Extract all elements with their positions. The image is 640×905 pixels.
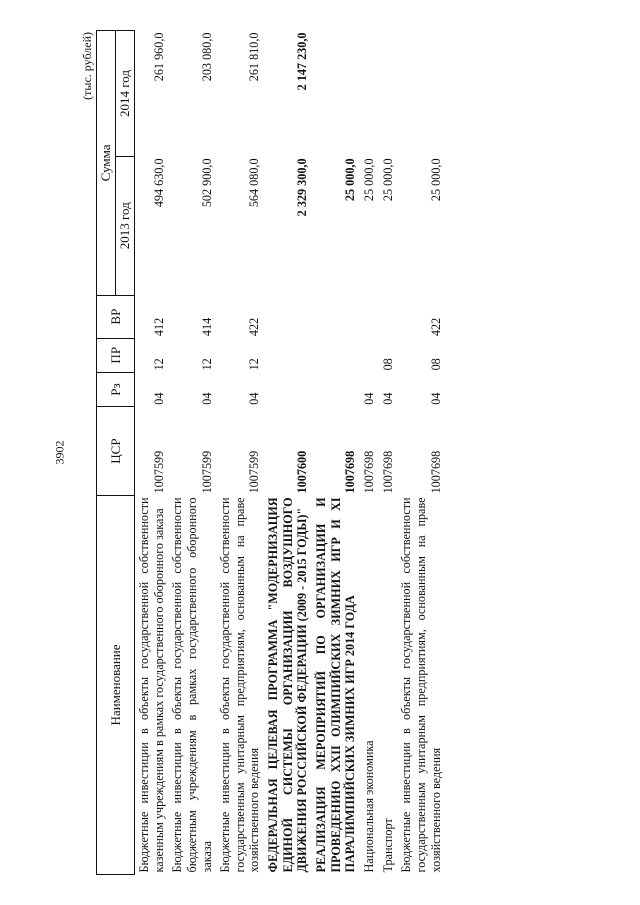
row-amount-2014 — [379, 31, 398, 157]
row-amount-2014: 261 960,0 — [151, 32, 166, 82]
row-vr: 414 — [199, 317, 214, 337]
row-pr — [312, 338, 360, 372]
row-csr: 1007698 — [361, 450, 376, 494]
row-vr: 412 — [151, 317, 166, 337]
header-csr: ЦСР — [97, 407, 135, 496]
row-csr: 1007698 — [380, 450, 395, 494]
budget-sheet — [80, 30, 640, 875]
row-pr: 12 — [247, 358, 262, 371]
row-amount-2013: 502 900,0 — [199, 158, 214, 208]
row-amount-2013: 2 329 300,0 — [295, 158, 310, 217]
header-name: Наименование — [97, 495, 135, 874]
row-csr: 1007698 — [428, 450, 443, 494]
page-number: 3902 — [52, 440, 67, 465]
row-pr: 08 — [380, 358, 395, 371]
row-vr — [360, 295, 379, 338]
row-rz — [312, 372, 360, 406]
row-name: Транспорт — [380, 818, 395, 873]
row-vr — [312, 295, 360, 338]
row-csr: 1007599 — [199, 450, 214, 494]
row-amount-2013: 564 080,0 — [247, 158, 262, 208]
row-vr — [379, 295, 398, 338]
table-row — [135, 31, 169, 875]
row-rz: 04 — [247, 392, 262, 405]
row-rz: 04 — [380, 392, 395, 405]
row-csr: 1007599 — [247, 450, 262, 494]
row-name: Национальная экономика — [361, 740, 376, 873]
table-row — [168, 31, 216, 875]
row-amount-2014: 2 147 230,0 — [295, 32, 310, 91]
row-rz: 04 — [428, 392, 443, 405]
row-amount-2013: 25 000,0 — [380, 158, 395, 202]
row-pr: 12 — [199, 358, 214, 371]
row-name: Бюджетные инвестиции в объекты государственной собственности государственным унитарным предприятиям, основанным на праве хозяйственного ведения — [218, 497, 262, 873]
row-vr: 422 — [247, 317, 262, 337]
row-pr — [360, 338, 379, 372]
header-pr: ПР — [97, 338, 135, 372]
row-vr: 422 — [428, 317, 443, 337]
budget-table — [96, 30, 445, 875]
header-year-2013: 2013 год — [116, 156, 135, 295]
row-rz: 04 — [361, 392, 376, 405]
row-csr: 1007599 — [151, 450, 166, 494]
row-name: Бюджетные инвестиции в объекты государственной собственности государственным унитарным предприятиям, основанным на праве хозяйственного ведения — [399, 497, 443, 873]
row-amount-2013: 25 000,0 — [361, 158, 376, 202]
row-name: ФЕДЕРАЛЬНАЯ ЦЕЛЕВАЯ ПРОГРАММА "МОДЕРНИЗАЦИЯ ЕДИНОЙ СИСТЕМЫ ОРГАНИЗАЦИИ ВОЗДУШНОГО ДВИЖЕНИЯ РОССИЙСКОЙ ФЕДЕРАЦИИ (2009 - 2015 ГОДЫ)" — [266, 497, 310, 873]
row-pr — [264, 338, 312, 372]
row-amount-2013: 25 000,0 — [343, 158, 358, 202]
row-csr: 1007600 — [295, 450, 310, 494]
row-rz: 04 — [199, 392, 214, 405]
table-row — [216, 31, 264, 875]
row-amount-2013: 25 000,0 — [428, 158, 443, 202]
unit-note: (тыс. рублей) — [80, 32, 94, 100]
row-name: Бюджетные инвестиции в объекты государственной собственности бюджетным учреждениям в рамках государственного оборонного заказа — [170, 497, 214, 873]
table-row — [397, 31, 445, 875]
table-body — [135, 31, 446, 875]
header-sum: Сумма — [97, 31, 116, 296]
row-amount-2014 — [397, 31, 445, 157]
table-row — [264, 31, 312, 875]
table-row — [360, 31, 379, 875]
header-rz: Рз — [97, 372, 135, 406]
row-amount-2014: 261 810,0 — [247, 32, 262, 82]
row-vr — [264, 295, 312, 338]
header-year-2014: 2014 год — [116, 31, 135, 157]
row-amount-2014: 203 080,0 — [199, 32, 214, 82]
row-rz: 04 — [151, 392, 166, 405]
row-csr: 1007698 — [343, 450, 358, 494]
table-row — [379, 31, 398, 875]
row-amount-2013: 494 630,0 — [151, 158, 166, 208]
header-vr: ВР — [97, 295, 135, 338]
table-row — [312, 31, 360, 875]
row-amount-2014 — [312, 31, 360, 157]
row-pr: 08 — [428, 358, 443, 371]
row-name: РЕАЛИЗАЦИЯ МЕРОПРИЯТИЙ ПО ОРГАНИЗАЦИИ И ПРОВЕДЕНИЮ XXII ОЛИМПИЙСКИХ ЗИМНИХ ИГР И XI ПАРАЛИМПИЙСКИХ ЗИМНИХ ИГР 2014 ГОДА — [314, 497, 358, 873]
row-rz — [264, 372, 312, 406]
row-name: Бюджетные инвестиции в объекты государственной собственности казенным учреждениям в рамках государственного оборонного заказа — [137, 497, 166, 873]
row-amount-2014 — [360, 31, 379, 157]
row-pr: 12 — [151, 358, 166, 371]
